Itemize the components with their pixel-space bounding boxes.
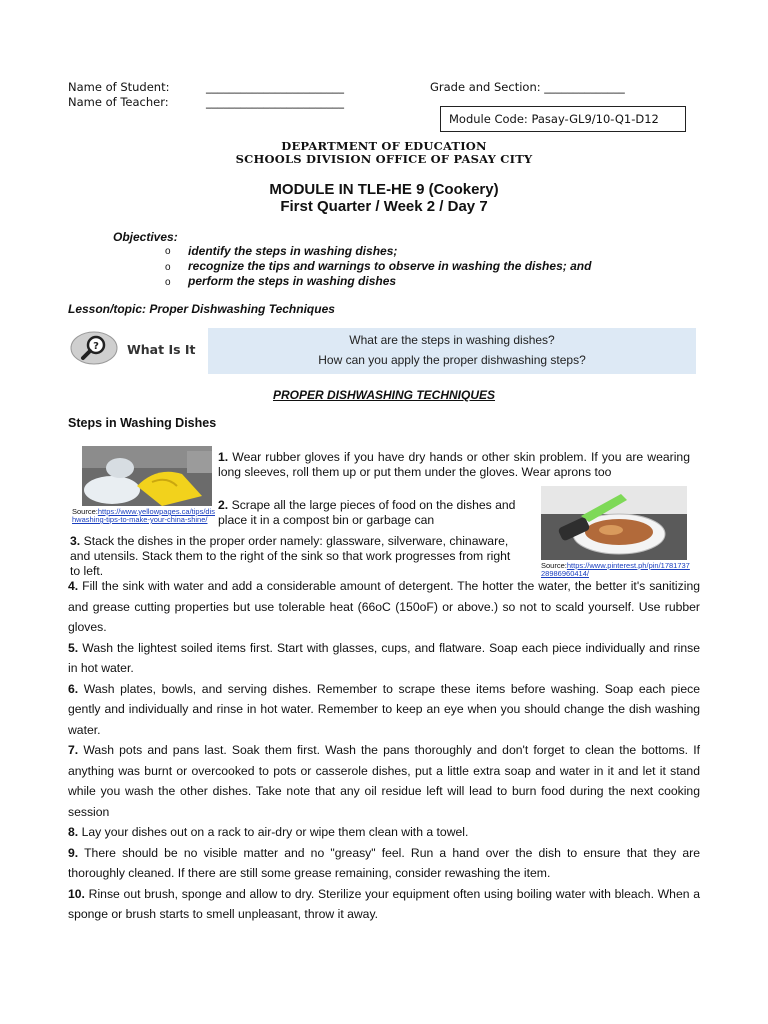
module-subtitle: First Quarter / Week 2 / Day 7 [280,198,488,215]
student-label: Name of Student: [68,80,170,94]
objective-bullet: o [165,277,171,288]
module-code-box: Module Code: Pasay-GL9/10-Q1-D12 [440,106,686,132]
what-is-it-question-2: How can you apply the proper dishwashing steps? [318,353,586,367]
dept-line-2: SCHOOLS DIVISION OFFICE OF PASAY CITY [235,152,533,166]
step-item: 5. Wash the lightest soiled items first. Start with glasses, cups, and flatware. Soap each piece individually and rinse in hot water. [68,640,700,675]
objective-item: recognize the tips and warnings to observe in washing the dishes; and [188,259,592,273]
source-right: Source:https://www.pinterest.ph/pin/178173728986960414/ [541,561,690,578]
objectives-heading: Objectives: [113,230,178,244]
step-item: 2. Scrape all the large pieces of food on the dishes and place it in a compost bin or garbage can [218,498,516,527]
student-blank[interactable]: ________________________ [206,80,344,94]
steps-list [68,576,700,925]
objective-item: perform the steps in washing dishes [188,274,397,288]
dept-line-1: DEPARTMENT OF EDUCATION [281,139,487,153]
dishwashing-photo-right [541,486,687,560]
step-item: 10. Rinse out brush, sponge and allow to dry. Sterilize your equipment often using boiling water with bleach. When a sponge or brush starts to smell unpleasant, throw it away. [68,886,700,921]
step-item: 9. There should be no visible matter and no "greasy" feel. Run a hand over the dish to ensure that they are thoroughly cleaned. If there are still some grease remaining, consider rewashing the item. [68,845,700,880]
source-right-link[interactable]: https://www.pinterest.ph/pin/178173728986960414/ [541,561,690,578]
source-left-link[interactable]: https://www.yellowpages.ca/tips/dishwashing-tips-to-make-your-china-shine/ [72,507,215,524]
what-is-it-label: What Is It [127,342,196,357]
step-item: 6. Wash plates, bowls, and serving dishes. Remember to scrape these items before washing. Soap each piece gently and individually and rinse in hot water. Remember to keep an eye when you should change the dish washing water. [68,681,701,737]
dishwashing-photo-left [82,446,212,506]
step-item: 4. Fill the sink with water and add a considerable amount of detergent. The hotter the water, the better it's sanitizing and grease cutting properties but use tolerable heat (66oC (150oF) or above.) so not to scald yourself. Use rubber gloves. [68,579,701,634]
svg-text:?: ? [93,341,99,352]
step-item: 1. Wear rubber gloves if you have dry hands or other skin problem. If you are wearing long sleeves, roll them up or put them under the gloves. Wear aprons too [218,450,690,479]
magnifier-icon [70,330,118,366]
step-item: 3. Stack the dishes in the proper order namely: glassware, silverware, chinaware, and utensils. Stack them to the right of the sink so that work progresses from right to left. [70,534,511,578]
module-title: MODULE IN TLE-HE 9 (Cookery) [269,181,499,198]
teacher-label: Name of Teacher: [68,95,169,109]
steps-heading: Steps in Washing Dishes [68,416,217,430]
objective-bullet: o [165,246,171,257]
step-item: 7. Wash pots and pans last. Soak them first. Wash the pans thoroughly and don't forget to clean the bottoms. If anything was burnt or overcooked to pots or casserole dishes, put a little extra soap and water in it and let it stand while you wash the other dishes. Take note that any oil residue left will lead to burn food during the next cooking session [68,743,700,819]
objective-item: identify the steps in washing dishes; [188,244,398,258]
section-title: PROPER DISHWASHING TECHNIQUES [272,388,496,402]
source-left: Source:https://www.yellowpages.ca/tips/dishwashing-tips-to-make-your-china-shine/ [72,507,215,524]
grade-section-label: Grade and Section: ______________ [430,80,625,94]
lesson-topic: Lesson/topic: Proper Dishwashing Techniques [68,302,335,316]
step-item: 8. Lay your dishes out on a rack to air-dry or wipe them clean with a towel. [68,825,469,839]
objective-bullet: o [165,262,171,273]
what-is-it-question-1: What are the steps in washing dishes? [349,333,555,347]
teacher-blank[interactable]: ________________________ [206,95,344,109]
